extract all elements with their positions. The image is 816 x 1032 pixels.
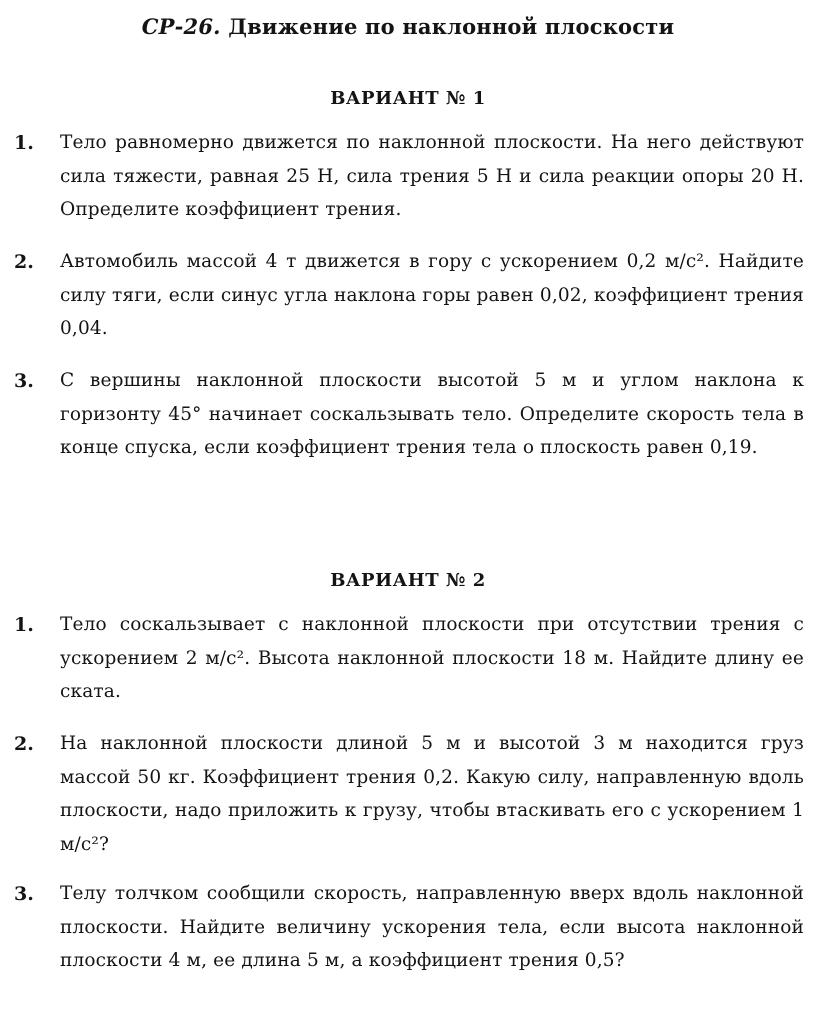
variant-1-heading: ВАРИАНТ № 1 xyxy=(330,88,486,109)
problem-number: 1. xyxy=(14,132,34,154)
problem-text: Телу толчком сообщили скорость, направленную вверх вдоль наклонной плоскости. Найдите величину ускорения тела, если высота наклонной плоскости 4 м, ее длина 5 м, а коэффициент трения 0,5? xyxy=(60,883,804,971)
worksheet-title: Движение по наклонной плоскости xyxy=(228,14,675,39)
problem-number: 3. xyxy=(14,370,34,392)
variant-2-problem-1 xyxy=(14,608,804,709)
variant-2-problem-2 xyxy=(14,727,804,861)
variant-2-heading: ВАРИАНТ № 2 xyxy=(330,570,486,591)
variant-2-problem-3 xyxy=(14,877,804,978)
worksheet-code: СР-26. xyxy=(141,14,221,39)
page-title xyxy=(0,14,816,39)
problem-text: На наклонной плоскости длиной 5 м и высотой 3 м находится груз массой 50 кг. Коэффициент трения 0,2. Какую силу, направленную вдоль плоскости, надо приложить к грузу, чтобы втаскивать его с ускорением 1 м/с²? xyxy=(60,733,804,855)
problem-text: Тело соскальзывает с наклонной плоскости при отсутствии трения с ускорением 2 м/с². Высота наклонной плоскости 18 м. Найдите длину ее ската. xyxy=(60,614,804,702)
problem-number: 2. xyxy=(14,251,34,273)
variant-1-problem-3 xyxy=(14,364,804,465)
variant-1-problem-2 xyxy=(14,245,804,346)
problem-text: Тело равномерно движется по наклонной плоскости. На него действуют сила тяжести, равная 25 Н, сила трения 5 Н и сила реакции опоры 20 Н. Определите коэффициент трения. xyxy=(60,132,804,220)
problem-number: 1. xyxy=(14,614,34,636)
variant-1-problem-1 xyxy=(14,126,804,227)
problem-text: Автомобиль массой 4 т движется в гору с ускорением 0,2 м/с². Найдите силу тяги, если синус угла наклона горы равен 0,02, коэффициент трения 0,04. xyxy=(60,251,804,339)
problem-number: 3. xyxy=(14,883,34,905)
problem-text: С вершины наклонной плоскости высотой 5 м и углом наклона к горизонту 45° начинает соскальзывать тело. Определите скорость тела в конце спуска, если коэффициент трения тела о плоскость равен 0,19. xyxy=(60,370,804,458)
problem-number: 2. xyxy=(14,733,34,755)
